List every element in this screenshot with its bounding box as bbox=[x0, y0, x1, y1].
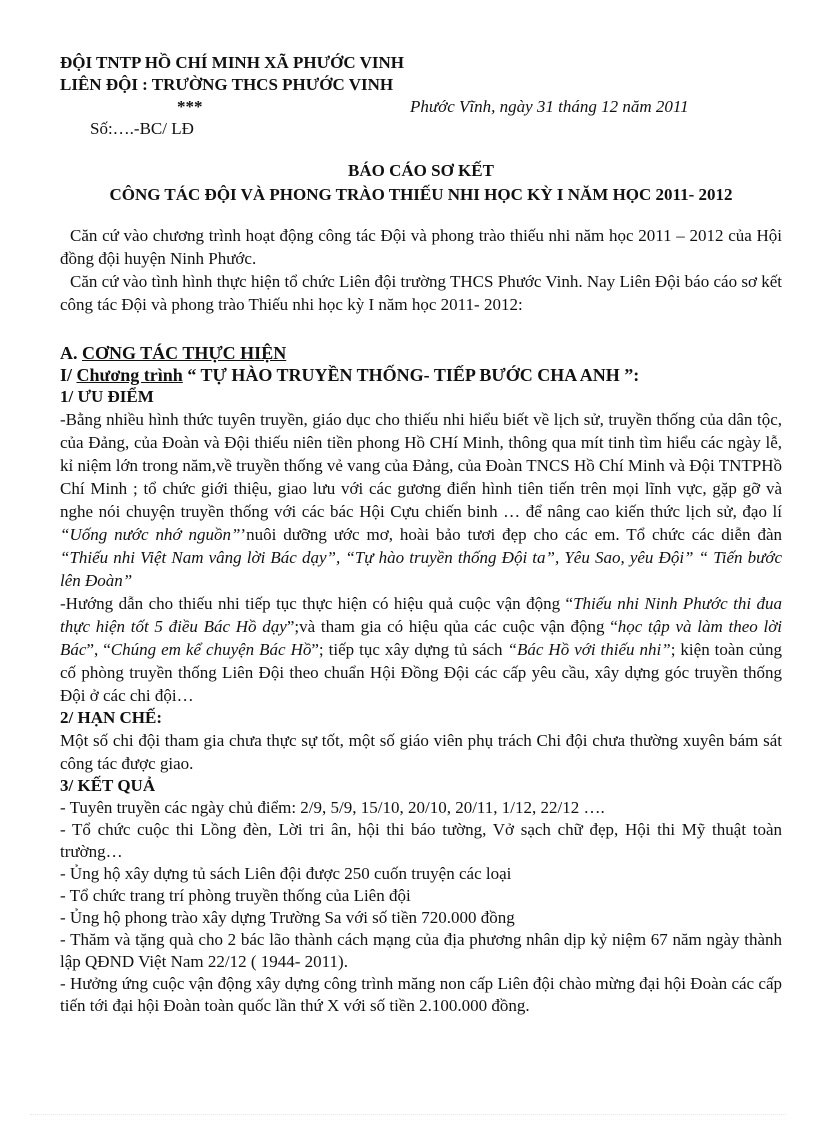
advantages-heading: 1/ ƯU ĐIỂM bbox=[60, 387, 154, 406]
limitations-paragraph: Một số chi đội tham gia chưa thực sự tốt, một số giáo viên phụ trách Chi đội chưa thường xuyên bám sát công tác được giao. bbox=[60, 731, 782, 773]
stars-separator: *** bbox=[177, 97, 203, 116]
section-a-prefix: A. bbox=[60, 343, 82, 363]
document-page bbox=[60, 52, 782, 1017]
doc-number: Số:….-BC/ LĐ bbox=[90, 119, 194, 138]
report-subtitle: CÔNG TÁC ĐỘI VÀ PHONG TRÀO THIẾU NHI HỌC KỲ I NĂM HỌC 2011- 2012 bbox=[109, 185, 733, 204]
org-line-1: ĐỘI TNTP HỒ CHÍ MINH XÃ PHƯỚC VINH bbox=[60, 53, 404, 72]
result-item: - Ủng hộ phong trào xây dựng Trường Sa với số tiền 720.000 đồng bbox=[60, 908, 515, 927]
intro-paragraph-1: Căn cứ vào chương trình hoạt động công tác Đội và phong trào thiếu nhi năm học 2011 – 2012 của Hội đồng đội huyện Ninh Phước. bbox=[60, 226, 782, 268]
limitations-heading: 2/ HẠN CHẾ: bbox=[60, 708, 162, 727]
result-item: - Thăm và tặng quà cho 2 bác lão thành cách mạng của địa phương nhân dịp kỷ niệm 67 năm ngày thành lập QĐND Việt Nam 22/12 ( 1944- 2011). bbox=[60, 930, 782, 971]
intro-paragraph-2: Căn cứ vào tình hình thực hiện tổ chức Liên đội trường THCS Phước Vinh. Nay Liên Đội báo cáo sơ kết công tác Đội và phong trào Thiếu nhi học kỳ I năm học 2011- 2012: bbox=[60, 272, 782, 314]
org-line-2: LIÊN ĐỘI : TRƯỜNG THCS PHƯỚC VINH bbox=[60, 75, 394, 94]
advantages-paragraph-2: -Hướng dẫn cho thiếu nhi tiếp tục thực hiện có hiệu quả cuộc vận động “Thiếu nhi Ninh Phước thi đua thực hiện tốt 5 điều Bác Hồ dạy”;và tham gia có hiệu qủa các cuộc vận động “học tập và làm theo lời Bác”, “Chúng em kể chuyện Bác Hồ”; tiếp tục xây dựng tủ sách “Bác Hồ với thiếu nhi”; kiện toàn củng cố phòng truyền thống Liên Đội theo chuẩn Hội Đồng Đội các cấp yêu cầu, xây dựng góc truyền thống Đội ở các chi đội… bbox=[60, 594, 782, 705]
page-bottom-divider bbox=[30, 1114, 786, 1115]
results-heading: 3/ KẾT QUẢ bbox=[60, 776, 156, 795]
result-item: - Ủng hộ xây dựng tủ sách Liên đội được 250 cuốn truyện các loại bbox=[60, 864, 512, 883]
section-a-title: CƠNG TÁC THỰC HIỆN bbox=[82, 343, 287, 363]
result-item: - Hưởng ứng cuộc vận động xây dựng công trình măng non cấp Liên đội chào mừng đại hội Đoàn các cấp tiến tới đại hội Đoàn toàn quốc lần thứ X với số tiền 2.100.000 đồng. bbox=[60, 974, 782, 1015]
date-line: Phước Vĩnh, ngày 31 tháng 12 năm 2011 bbox=[410, 97, 689, 116]
advantages-paragraph-1: -Bằng nhiều hình thức tuyên truyền, giáo dục cho thiếu nhi hiểu biết về lịch sử, truyền thống của dân tộc, của Đảng, của Đoàn và Đội thiếu niên tiền phong Hồ CHí Minh, thông qua mít tinh tìm hiểu các ngày lễ, kỉ niệm lớn trong năm,về truyền thống vẻ vang của Đảng, của Đoàn TNCS Hồ Chí Minh và Đội TNTPHồ Chí Minh ; tổ chức giới thiệu, giao lưu với các gương điển hình tiên tiến trên mọi lĩnh vực, gặp gỡ và nghe nói chuyện truyền thống với các bác Hội Cựu chiến binh … để nâng cao kiến thức lịch sử, đạo lí “Uống nước nhớ nguồn”’nuôi dưỡng ước mơ, hoài bảo tươi đẹp cho các em. Tổ chức các diễn đàn “Thiếu nhi Việt Nam vâng lời Bác dạy”, “Tự hào truyền thống Đội ta”, Yêu Sao, yêu Đội” “ Tiến bước lên Đoàn” bbox=[60, 410, 782, 590]
section-i-heading: I/ Chương trình “ TỰ HÀO TRUYỀN THỐNG- TIẾP BƯỚC CHA ANH ”: bbox=[60, 365, 640, 385]
section-i-label: Chương trình bbox=[76, 365, 183, 385]
result-item: - Tuyên truyền các ngày chủ điểm: 2/9, 5/9, 15/10, 20/10, 20/11, 1/12, 22/12 …. bbox=[60, 798, 605, 817]
section-i-title: “ TỰ HÀO TRUYỀN THỐNG- TIẾP BƯỚC CHA ANH ”: bbox=[182, 365, 640, 385]
result-item: - Tổ chức trang trí phòng truyền thống của Liên đội bbox=[60, 886, 411, 905]
result-item: - Tổ chức cuộc thi Lồng đèn, Lời tri ân, hội thi báo tường, Vở sạch chữ đẹp, Hội thi Mỹ thuật toàn trường… bbox=[60, 820, 782, 861]
stars-date-row bbox=[60, 96, 782, 118]
report-title: BÁO CÁO SƠ KẾT bbox=[348, 161, 494, 180]
section-a-heading bbox=[60, 342, 782, 364]
